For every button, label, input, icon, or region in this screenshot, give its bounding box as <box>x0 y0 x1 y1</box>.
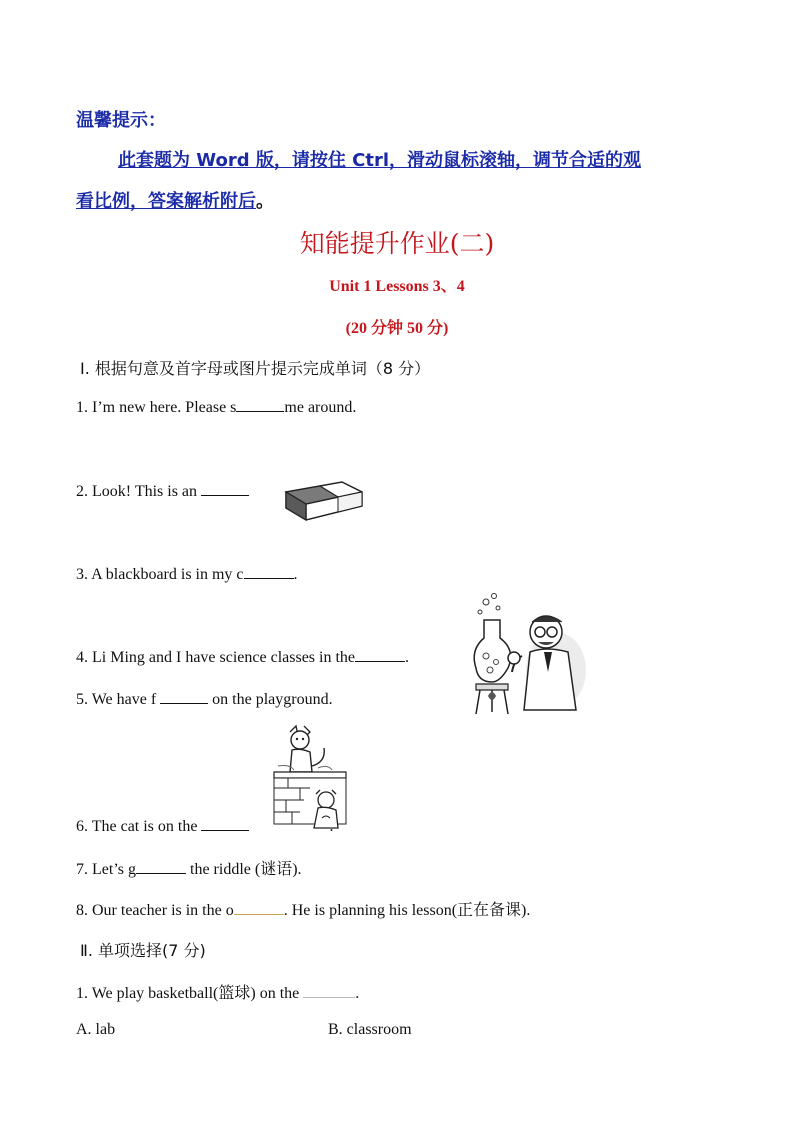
question-1-7: 7. Let’s g the riddle (谜语). <box>76 861 302 878</box>
section-1-heading: Ⅰ. 根据句意及首字母或图片提示完成单词（8 分） <box>80 359 431 378</box>
answer-blank[interactable] <box>303 983 355 998</box>
eraser-image <box>280 476 366 526</box>
answer-blank[interactable] <box>234 900 284 915</box>
tips-line-2-end: 。 <box>256 191 274 212</box>
question-1-4: 4. Li Ming and I have science classes in the . <box>76 649 410 666</box>
question-1-3: 3. A blackboard is in my c . <box>76 566 298 583</box>
question-2-1: 1. We play basketball(篮球) on the . <box>76 985 360 1002</box>
page-title: 知能提升作业(二) <box>299 229 495 258</box>
answer-blank[interactable] <box>136 859 186 874</box>
tips-line-1: 此套题为 Word 版，请按住 Ctrl，滑动鼠标滚轴，调节合适的观 <box>118 150 641 171</box>
question-1-6: 6. The cat is on the . <box>76 818 334 835</box>
answer-blank[interactable] <box>201 481 249 496</box>
page-subtitle: Unit 1 Lessons 3、4 <box>329 278 465 295</box>
question-1-8: 8. Our teacher is in the o . He is planning his lesson(正在备课). <box>76 902 531 919</box>
answer-blank[interactable] <box>160 689 208 704</box>
question-1-1: 1. I’m new here. Please s me around. <box>76 399 357 416</box>
option-b[interactable]: B. classroom <box>328 1021 412 1038</box>
answer-blank[interactable] <box>355 647 405 662</box>
question-1-5: 5. We have f on the playground. <box>76 691 333 708</box>
answer-blank[interactable] <box>201 816 249 831</box>
answer-blank[interactable] <box>244 564 294 579</box>
tips-line-2 <box>76 187 274 213</box>
answer-blank[interactable] <box>236 397 284 412</box>
scientist-image <box>464 592 592 718</box>
option-a[interactable]: A. lab <box>76 1021 116 1038</box>
section-2-heading: Ⅱ. 单项选择(7 分) <box>80 941 206 960</box>
question-1-2: 2. Look! This is an <box>76 481 355 501</box>
tips-label: 温馨提示： <box>76 110 166 131</box>
tips-line-2-text: 看比例，答案解析附后 <box>76 191 256 212</box>
time-score-info: (20 分钟 50 分) <box>345 320 449 337</box>
